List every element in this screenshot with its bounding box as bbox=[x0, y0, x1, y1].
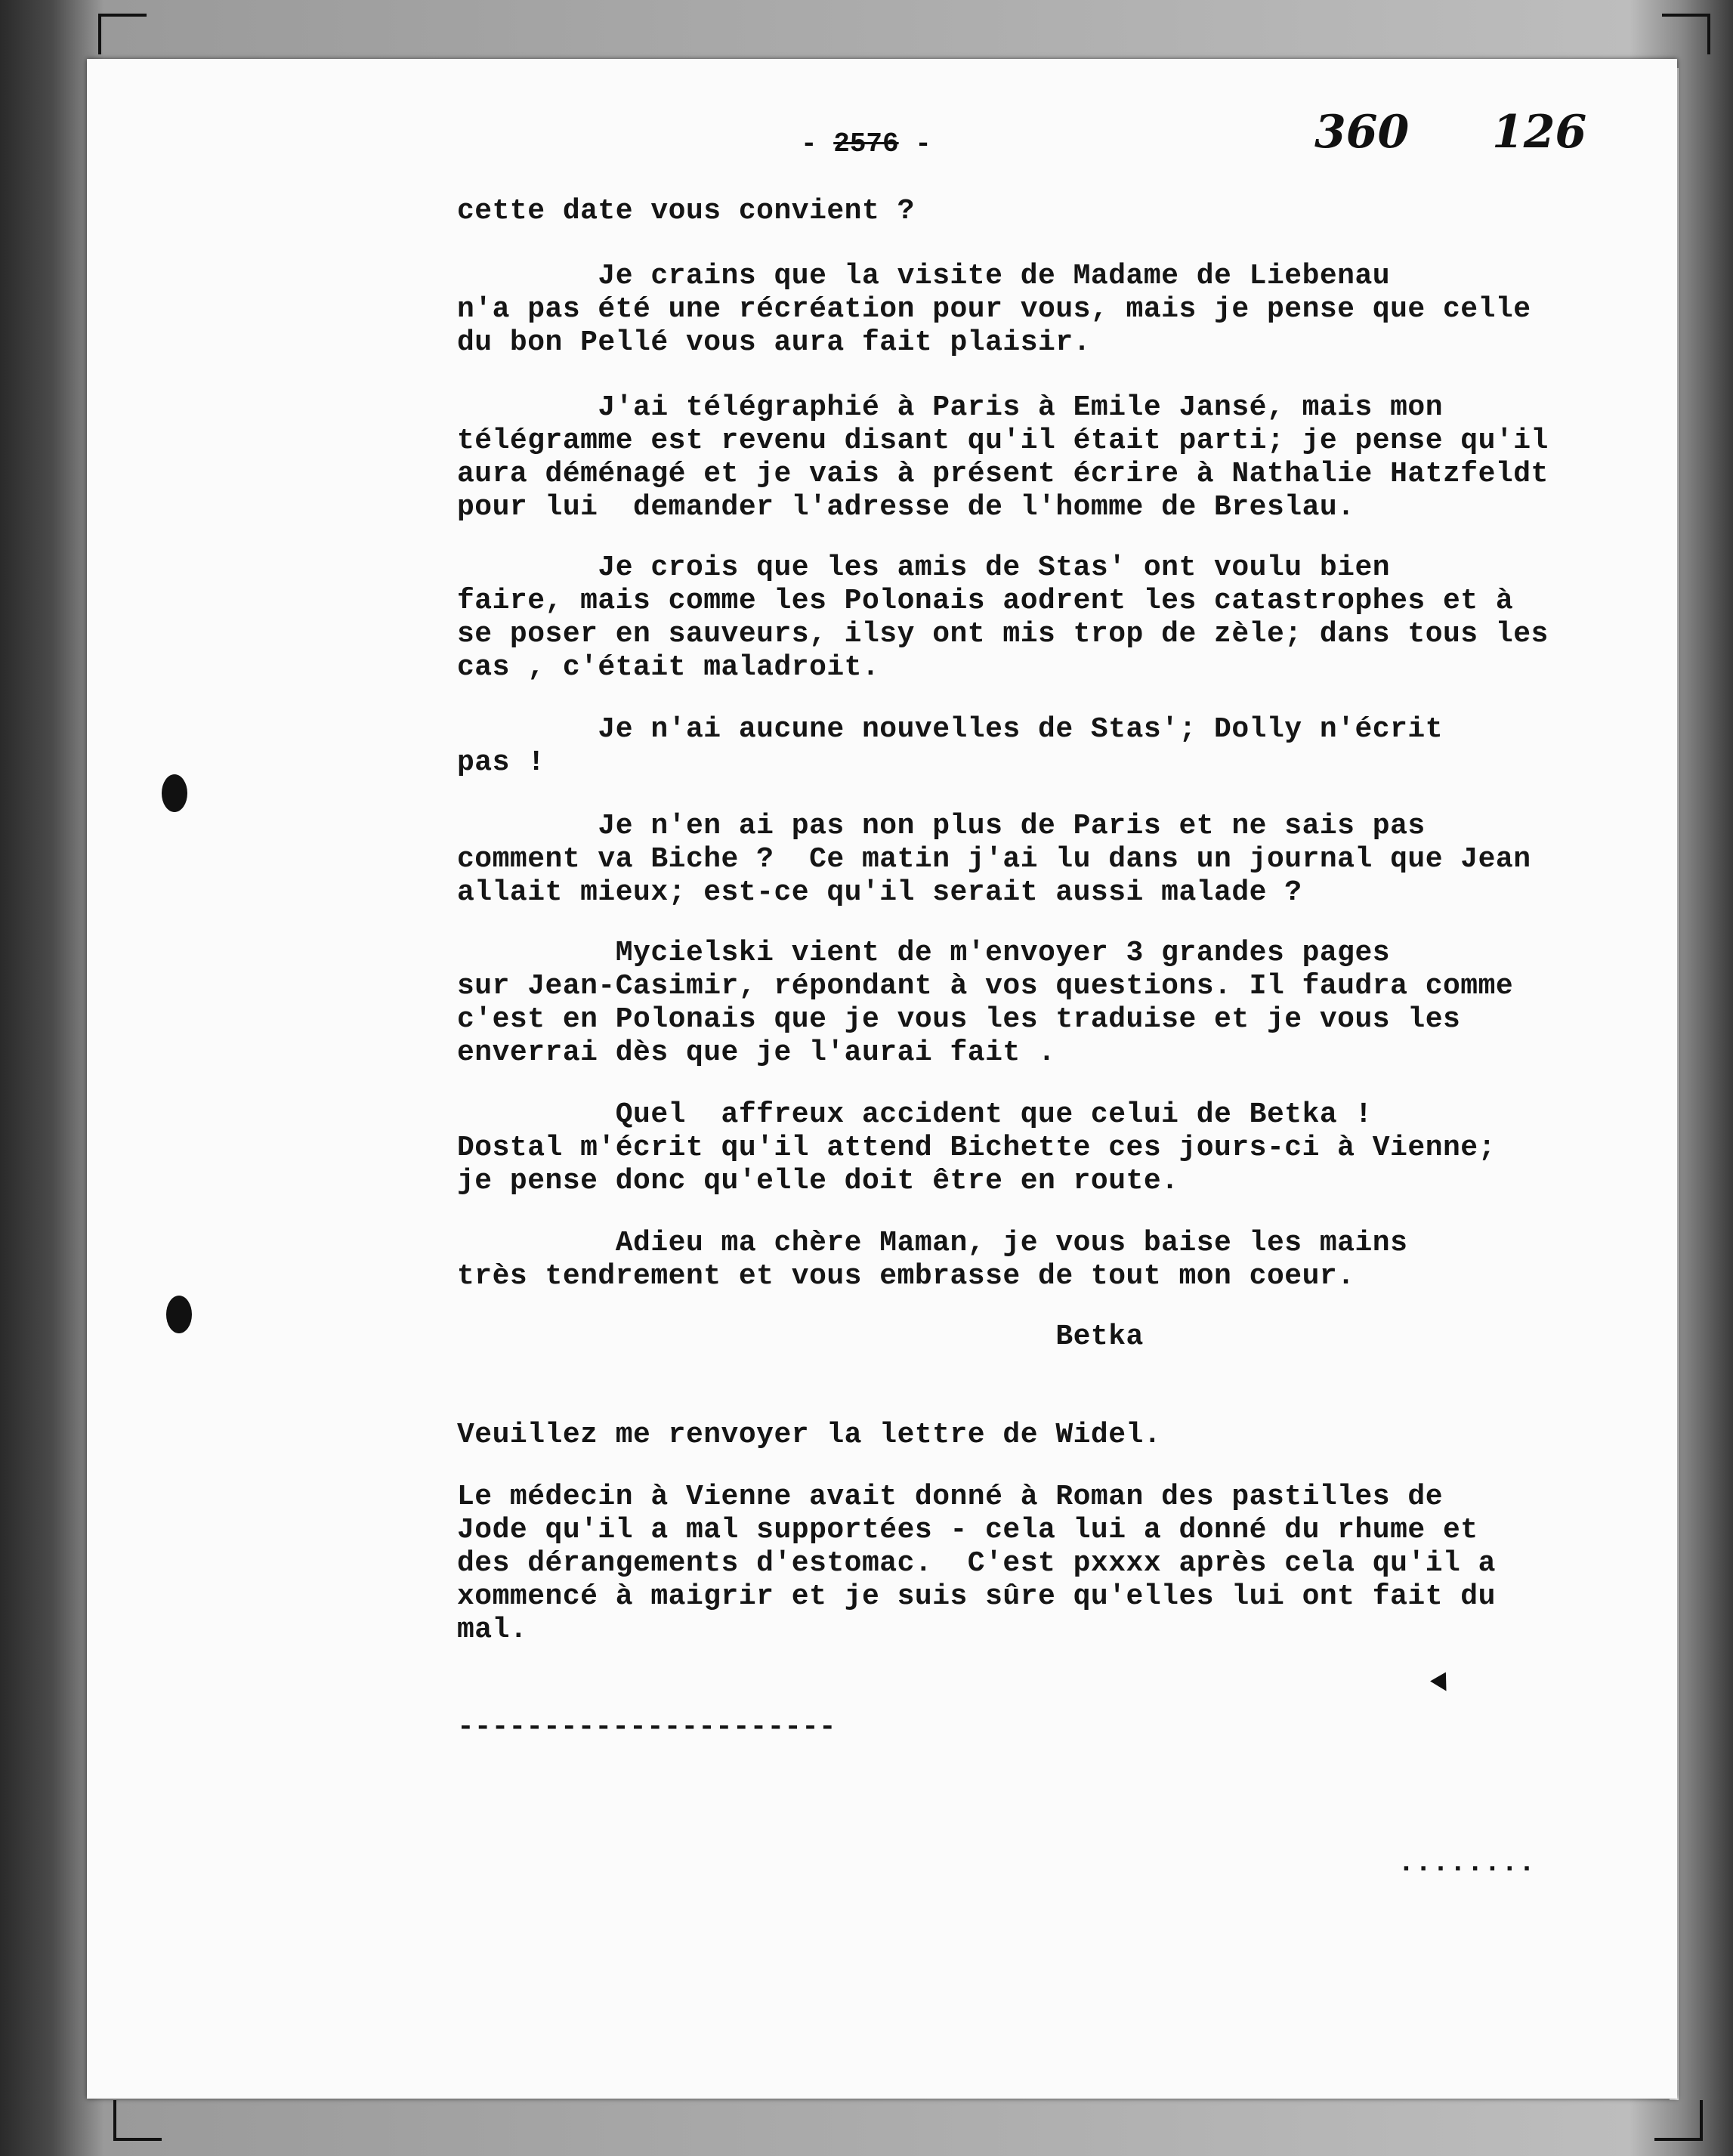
text-line: allait mieux; est-ce qu'il serait aussi malade ? bbox=[457, 876, 1302, 909]
text-line: aura déménagé et je vais à présent écrire à Nathalie Hatzfeldt bbox=[457, 458, 1549, 490]
continuation-dots: ........ bbox=[1398, 1847, 1536, 1880]
text-line: Quel affreux accident que celui de Betka ! bbox=[457, 1098, 1373, 1131]
text-line: comment va Biche ? Ce matin j'ai lu dans un journal que Jean bbox=[457, 843, 1531, 876]
text-line: faire, mais comme les Polonais aodrent les catastrophes et à bbox=[457, 585, 1514, 617]
handwritten-folio-number: 360 bbox=[1314, 106, 1410, 159]
postscript-line: Le médecin à Vienne avait donné à Roman des pastilles de bbox=[457, 1481, 1444, 1513]
text-line: très tendrement et vous embrasse de tout mon coeur. bbox=[457, 1260, 1355, 1293]
text-line: se poser en sauveurs, ilsy ont mis trop de zèle; dans tous les bbox=[457, 618, 1549, 650]
text-line: Je n'ai aucune nouvelles de Stas'; Dolly n'écrit bbox=[457, 713, 1444, 746]
page-number-value: 2576 bbox=[833, 128, 899, 159]
text-line: je pense donc qu'elle doit être en route. bbox=[457, 1165, 1179, 1197]
dashed-rule: ---------------------- bbox=[457, 1711, 836, 1744]
text-line: Je n'en ai pas non plus de Paris et ne sais pas bbox=[457, 810, 1426, 842]
signature: Betka bbox=[457, 1320, 1144, 1353]
text-line: c'est en Polonais que je vous les traduise et je vous les bbox=[457, 1003, 1461, 1036]
text-line: n'a pas été une récréation pour vous, mais je pense que celle bbox=[457, 293, 1531, 326]
text-line: J'ai télégraphié à Paris à Emile Jansé, mais mon bbox=[457, 391, 1444, 424]
text-line: Dostal m'écrit qu'il attend Bichette ces jours-ci à Vienne; bbox=[457, 1132, 1496, 1164]
text-line: pour lui demander l'adresse de l'homme de Breslau. bbox=[457, 491, 1355, 524]
crop-mark-top-right bbox=[1662, 14, 1710, 54]
text-line: Mycielski vient de m'envoyer 3 grandes pages bbox=[457, 937, 1391, 969]
text-line: cas , c'était maladroit. bbox=[457, 651, 880, 684]
crop-mark-bottom-left bbox=[113, 2100, 162, 2141]
postscript-line: Veuillez me renvoyer la lettre de Widel. bbox=[457, 1419, 1162, 1451]
postscript-line: Jode qu'il a mal supportées - cela lui a donné du rhume et bbox=[457, 1514, 1478, 1546]
postscript-line: mal. bbox=[457, 1614, 528, 1646]
crop-mark-top-left bbox=[98, 14, 147, 54]
text-line: sur Jean-Casimir, répondant à vos questions. Il faudra comme bbox=[457, 970, 1514, 1002]
typed-page bbox=[87, 59, 1677, 2099]
page-number: - 2576 - bbox=[801, 128, 931, 159]
punch-hole-bottom bbox=[166, 1296, 192, 1333]
postscript-line: des dérangements d'estomac. C'est pxxxx après cela qu'il a bbox=[457, 1547, 1496, 1580]
text-line: cette date vous convient ? bbox=[457, 195, 915, 227]
handwritten-folio-number-alt: 126 bbox=[1492, 106, 1587, 159]
text-line: Adieu ma chère Maman, je vous baise les mains bbox=[457, 1227, 1408, 1259]
punch-hole-top bbox=[162, 774, 187, 812]
text-line: pas ! bbox=[457, 746, 545, 779]
text-line: télégramme est revenu disant qu'il était parti; je pense qu'il bbox=[457, 425, 1549, 457]
text-line: Je crois que les amis de Stas' ont voulu bien bbox=[457, 551, 1391, 584]
text-line: enverrai dès que je l'aurai fait . bbox=[457, 1036, 1056, 1069]
postscript-line: xommencé à maigrir et je suis sûre qu'elles lui ont fait du bbox=[457, 1580, 1496, 1613]
text-line: du bon Pellé vous aura fait plaisir. bbox=[457, 326, 1091, 359]
crop-mark-bottom-right bbox=[1654, 2100, 1703, 2141]
text-line: Je crains que la visite de Madame de Liebenau bbox=[457, 260, 1391, 292]
